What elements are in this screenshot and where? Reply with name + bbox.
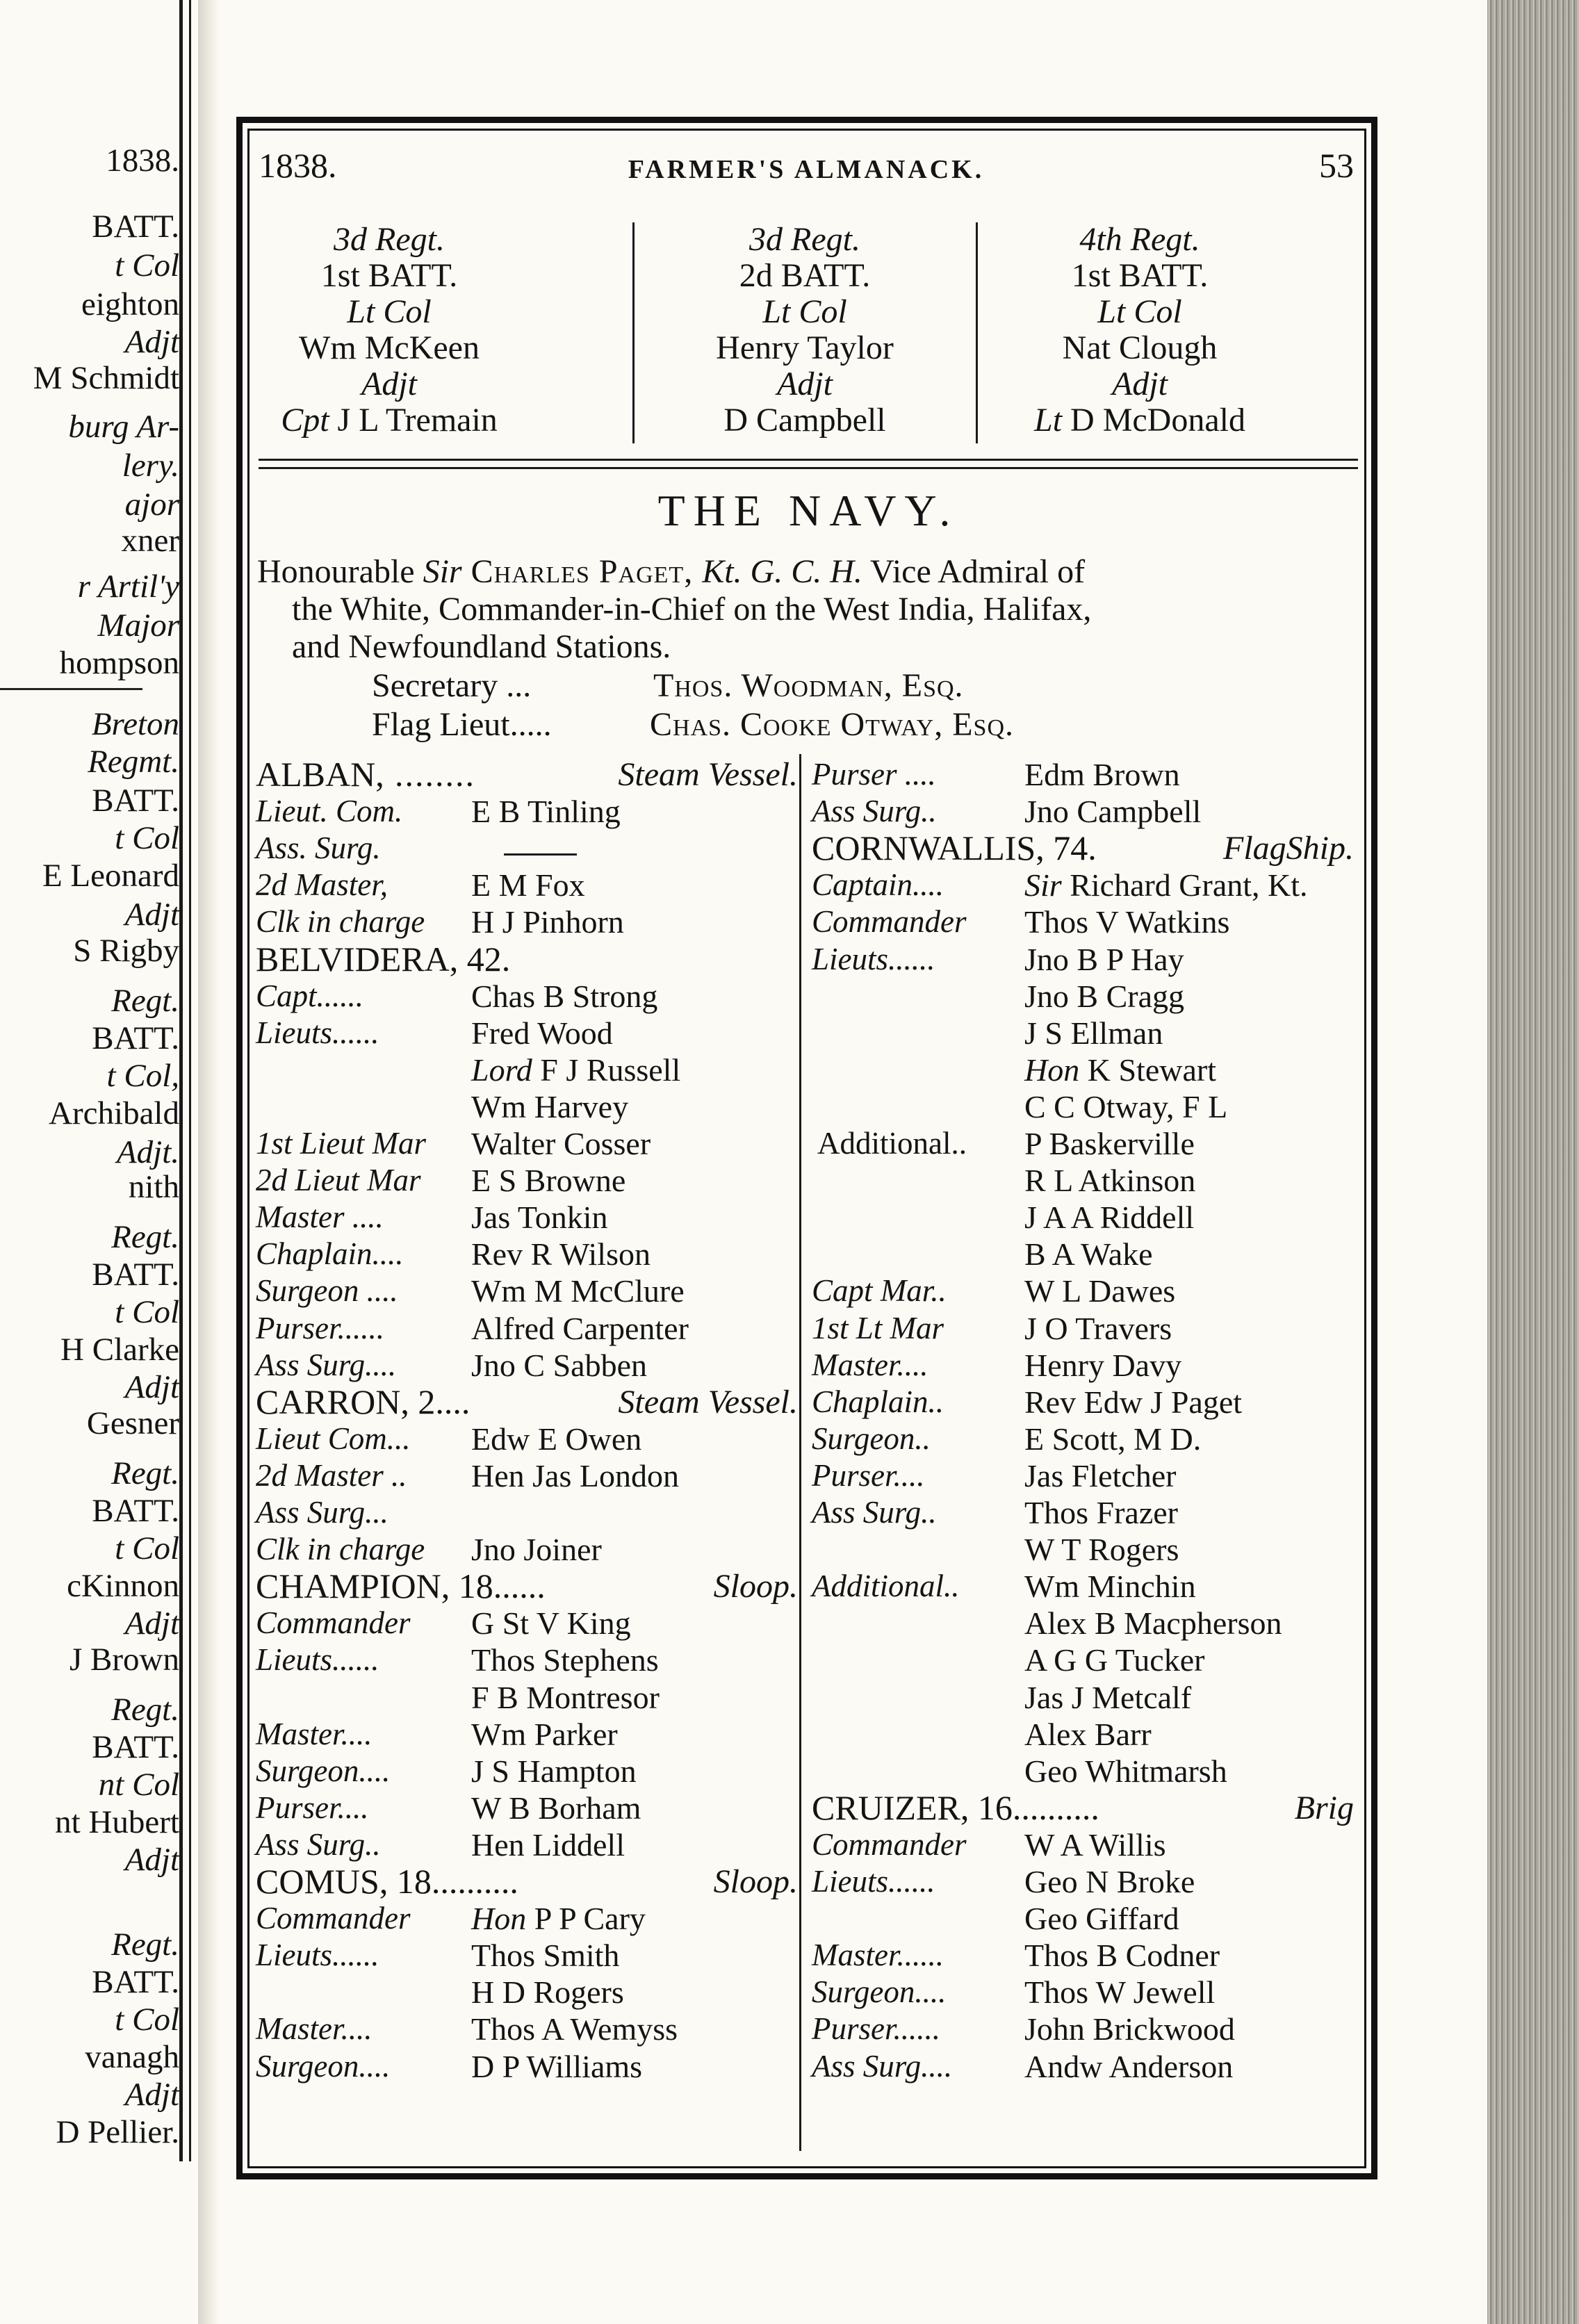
officer-name-text: E Scott, M D. [1024, 1421, 1202, 1457]
officer-role: Purser.... [812, 1458, 925, 1493]
adjt-label: Adjt [1112, 366, 1168, 402]
officer-role: Surgeon.. [812, 1421, 931, 1456]
left-page-line: Adjt [124, 2077, 179, 2113]
left-page-frame [179, 0, 183, 2161]
officer-name-text: F B Montresor [471, 1680, 660, 1715]
officer-role: Captain.... [812, 867, 944, 902]
officer-role: Surgeon .... [256, 1273, 398, 1308]
flag-lieut-label: Flag Lieut..... [372, 706, 552, 743]
officer-name [471, 1900, 646, 1937]
officer-name-text: Walter Cosser [471, 1126, 651, 1161]
officer-name-text: Edm Brown [1024, 757, 1180, 792]
left-page-line: burg Ar- [68, 409, 179, 445]
officer-name [471, 1642, 659, 1678]
officer-role: Ass Surg.... [812, 2049, 953, 2084]
officer-role: Clk in charge [256, 1532, 425, 1566]
left-page-line: eighton [81, 286, 179, 322]
left-page-line: Regt. [111, 1926, 179, 1963]
officer-name-text: Geo Whitmarsh [1024, 1753, 1227, 1789]
officer-name [1024, 941, 1184, 978]
left-page-line: Gesner [86, 1405, 179, 1441]
officer-name-text: B A Wake [1024, 1236, 1153, 1272]
officer-name [1024, 1015, 1163, 1051]
lt-col-name: Wm McKeen [299, 329, 480, 366]
officer-role: Additional.. [817, 1126, 967, 1161]
officer-name [1024, 793, 1201, 830]
section-rule-top [259, 459, 1358, 461]
officer-name [1024, 1642, 1204, 1678]
officer-title: Hon [471, 1901, 527, 1936]
officer-name [471, 1753, 637, 1790]
officer-name-text: J A A Riddell [1024, 1200, 1195, 1235]
officer-role: Additional.. [812, 1569, 960, 1603]
adjt-row [645, 402, 965, 439]
secretary-label: Secretary ... [372, 667, 532, 704]
officer-name [1024, 1716, 1152, 1753]
left-page-line: BATT. [92, 1729, 179, 1765]
officer-role: Ass Surg.. [256, 1827, 381, 1862]
left-page-line: nt Hubert [55, 1804, 179, 1840]
officer-name-text: Jno B P Hay [1024, 942, 1184, 977]
officer-name-text: K Stewart [1087, 1052, 1216, 1088]
officer-name-text: Wm Harvey [471, 1089, 629, 1124]
officer-name [471, 1015, 613, 1051]
left-page-line: t Col [115, 2002, 179, 2038]
officer-role: Master.... [256, 2011, 373, 2046]
officer-name-text: A G G Tucker [1024, 1642, 1205, 1678]
intro-honourable: Honourable [257, 553, 423, 590]
left-page-line: BATT. [92, 1257, 179, 1293]
officer-name [1024, 1863, 1195, 1900]
officer-role: Surgeon.... [256, 1753, 391, 1788]
left-page-line: Adjt. [116, 1134, 179, 1170]
officer-role: Purser...... [256, 1311, 385, 1345]
officer-name [1024, 1051, 1216, 1088]
officer-name [471, 1125, 651, 1162]
officer-name-text: Rev R Wilson [471, 1236, 651, 1272]
left-page-line: Adjt [124, 1842, 179, 1878]
officer-role: Surgeon.... [256, 2049, 391, 2084]
officer-name-text: Thos V Watkins [1024, 904, 1230, 940]
ship-column-divider [799, 754, 801, 2151]
officer-role: Chaplain.. [812, 1384, 944, 1419]
officer-name [471, 1716, 618, 1753]
secretary-name: Thos. Woodman, Esq. [653, 667, 964, 704]
adjt-rank-prefix: Lt [1034, 402, 1063, 439]
lt-col-name: Henry Taylor [716, 329, 894, 366]
officer-role: 2d Master .. [256, 1458, 407, 1493]
battalion-name: 1st BATT. [320, 257, 458, 294]
officer-role: Ass Surg.... [256, 1348, 397, 1382]
ship-name: CHAMPION, 18...... [256, 1566, 546, 1605]
officer-name-text: W A Willis [1024, 1827, 1166, 1863]
lt-col-label: Lt Col [347, 293, 432, 330]
flag-lieut-name: Chas. Cooke Otway, Esq. [650, 706, 1015, 743]
officer-name-text: E M Fox [471, 867, 585, 903]
officer-name [471, 1790, 641, 1826]
left-page-line: Adjt [124, 1369, 179, 1405]
officer-name-text: Jno C Sabben [471, 1348, 647, 1383]
ship-name: COMUS, 18.......... [256, 1862, 518, 1901]
officer-name [471, 1679, 660, 1716]
officer-role: 1st Lieut Mar [256, 1126, 427, 1161]
officer-name-text: J S Hampton [471, 1753, 637, 1789]
officer-name [1024, 1568, 1196, 1605]
adjt-name: J L Tremain [337, 402, 498, 439]
officer-name [471, 1974, 624, 2011]
officer-name-text: H D Rogers [471, 1974, 624, 2010]
left-page-line: r Artil'y [77, 568, 179, 605]
officer-name-text: Wm Parker [471, 1717, 618, 1752]
officer-name-text: Alfred Carpenter [471, 1311, 689, 1346]
officer-name-text: Alex Barr [1024, 1717, 1152, 1752]
ship-name-leader: ........ [395, 755, 475, 794]
left-page-line: BATT. [92, 208, 179, 245]
left-page-line: cKinnon [67, 1568, 179, 1604]
officer-name-text: Geo N Broke [1024, 1864, 1195, 1899]
left-page-line: BATT. [92, 1020, 179, 1056]
previous-page-strip [0, 0, 208, 2324]
navy-intro-line-2: the White, Commander-in-Chief on the West India, Halifax, [292, 591, 1092, 628]
ship-type: Steam Vessel. [618, 1384, 798, 1421]
officer-name-text: W B Borham [471, 1790, 641, 1826]
left-page-line: Adjt [124, 324, 179, 360]
left-page-line: BATT. [92, 1493, 179, 1529]
officer-name [471, 903, 624, 940]
officer-role: Lieuts...... [812, 1864, 935, 1899]
officer-name-text: Jas Fletcher [1024, 1458, 1177, 1494]
officer-role: Lieuts...... [256, 1015, 379, 1050]
officer-name-text: Hen Liddell [471, 1827, 625, 1863]
officer-name [471, 1937, 619, 1974]
officer-role: Master .... [256, 1200, 384, 1234]
lt-col-name: Nat Clough [1062, 329, 1218, 366]
left-page-line: t Col [115, 820, 179, 856]
officer-role: 2d Master, [256, 867, 388, 902]
officer-name [471, 1826, 625, 1863]
officer-role: Commander [812, 1827, 967, 1862]
officer-name [471, 1457, 679, 1494]
battalion-name: 2d BATT. [739, 257, 871, 294]
left-page-line: Regt. [111, 983, 179, 1019]
officer-name-text: Jno Campbell [1024, 794, 1202, 829]
left-page-line: Archibald [49, 1095, 179, 1131]
book-gutter [198, 0, 219, 2324]
officer-name [1024, 756, 1180, 793]
officer-title: Sir [1024, 867, 1062, 903]
officer-role: Lieuts...... [812, 942, 935, 976]
officer-role: Commander [256, 1605, 411, 1640]
officer-name [1024, 1900, 1179, 1937]
ship-type: Sloop. [713, 1863, 798, 1900]
officer-name-text: Alex B Macpherson [1024, 1605, 1282, 1641]
left-page-line: E Leonard [42, 858, 179, 894]
officer-name [471, 1088, 628, 1125]
officer-name-text: D P Williams [471, 2049, 643, 2084]
officer-name [471, 1051, 680, 1088]
officer-role: Lieuts...... [256, 1938, 379, 1972]
officer-name [471, 1236, 651, 1273]
officer-name-text: C C Otway, F L [1024, 1089, 1228, 1124]
alban-short-rule [504, 853, 577, 856]
officer-name-text: P Baskerville [1024, 1126, 1195, 1161]
left-page-line: BATT. [92, 783, 179, 819]
officer-name [1024, 1494, 1178, 1531]
officer-role: Purser.... [256, 1790, 369, 1825]
officer-name [1024, 1679, 1191, 1716]
left-page-line: t Col [115, 1294, 179, 1330]
officer-name-text: Jno B Cragg [1024, 979, 1184, 1014]
left-page-line: H Clarke [60, 1332, 179, 1368]
officer-title: Lord [471, 1052, 532, 1088]
officer-role: Master.... [256, 1717, 373, 1751]
adjt-row [980, 402, 1300, 439]
officer-role: Lieut Com... [256, 1421, 411, 1456]
adjt-label: Adjt [361, 366, 417, 402]
officer-role: Commander [812, 904, 967, 939]
regiment-divider-2 [976, 222, 978, 443]
officer-name [1024, 2048, 1233, 2085]
header-year: 1838. [259, 146, 337, 185]
ship-type: Brig [1294, 1790, 1354, 1826]
officer-role: Commander [256, 1901, 411, 1936]
ship-name: BELVIDERA, 42. [256, 940, 511, 979]
ship-name: ALBAN, [256, 755, 384, 794]
left-page-line: Regt. [111, 1455, 179, 1491]
officer-name [1024, 1310, 1172, 1347]
officer-name-text: Thos Frazer [1024, 1495, 1178, 1530]
officer-role: Clk in charge [256, 904, 425, 939]
header-title: FARMER'S ALMANACK. [628, 155, 985, 184]
officer-name [1024, 1974, 1215, 2011]
officer-name [1024, 1199, 1194, 1236]
adjt-rank-prefix: Cpt [281, 402, 329, 439]
officer-role: Purser...... [812, 2011, 941, 2046]
officer-role: 1st Lt Mar [812, 1311, 944, 1345]
left-page-line: M Schmidt [33, 360, 179, 396]
officer-name-text: Chas B Strong [471, 979, 658, 1014]
officer-name-text: J O Travers [1024, 1311, 1172, 1346]
officer-name [471, 1421, 641, 1457]
left-page-line: vanagh [85, 2039, 179, 2075]
officer-role: Lieuts...... [256, 1642, 379, 1677]
left-page-line: t Col, [106, 1058, 179, 1094]
officer-name-text: R L Atkinson [1024, 1163, 1196, 1198]
lt-col-label: Lt Col [1097, 293, 1182, 330]
officer-name-text: Thos A Wemyss [471, 2011, 678, 2047]
officer-name [1024, 1605, 1282, 1642]
left-page-line: Major [97, 607, 179, 644]
ship-type: Steam Vessel. [618, 756, 798, 793]
adjt-name: D McDonald [1070, 402, 1245, 439]
officer-name-text: Thos Stephens [471, 1642, 659, 1678]
left-page-line: D Pellier. [56, 2114, 179, 2150]
lt-col-label: Lt Col [762, 293, 847, 330]
officer-name-text: F J Russell [540, 1052, 681, 1088]
officer-role: Capt Mar.. [812, 1273, 947, 1308]
officer-name-text: Thos Smith [471, 1938, 620, 1973]
officer-name-text: Wm Minchin [1024, 1569, 1196, 1604]
officer-name [471, 978, 657, 1015]
left-page-rule [0, 688, 142, 690]
officer-name-text: Wm M McClure [471, 1273, 685, 1309]
officer-name-text: Hen Jas London [471, 1458, 679, 1494]
officer-name [471, 793, 621, 830]
officer-role: 2d Lieut Mar [256, 1163, 421, 1197]
navy-intro-line-3: and Newfoundland Stations. [292, 628, 671, 665]
officer-name-text: E B Tinling [471, 794, 621, 829]
officer-name [1024, 1457, 1176, 1494]
officer-name [471, 1531, 602, 1568]
officer-name-text: Fred Wood [471, 1015, 613, 1051]
intro-rank: Vice Admiral of [862, 553, 1086, 590]
left-page-line: Regt. [111, 1219, 179, 1255]
regiment-name: 3d Regt. [749, 221, 860, 258]
left-page-line: t Col [115, 247, 179, 284]
regiment-name: 4th Regt. [1079, 221, 1200, 258]
officer-title: Hon [1024, 1052, 1080, 1088]
officer-name-text: Geo Giffard [1024, 1901, 1179, 1936]
battalion-name: 1st BATT. [1071, 257, 1209, 294]
left-page-line: hompson [59, 645, 179, 681]
adjt-name: D Campbell [723, 402, 886, 439]
adjt-label: Adjt [777, 366, 833, 402]
officer-name [1024, 1384, 1242, 1421]
ship-type: Sloop. [713, 1568, 798, 1605]
officer-role: Ass Surg.. [812, 1495, 937, 1530]
officer-name-text: Jas Tonkin [471, 1200, 608, 1235]
left-page-line: Regt. [111, 1692, 179, 1728]
officer-role: Master.... [812, 1348, 928, 1382]
officer-name [471, 1310, 689, 1347]
officer-name [471, 1605, 631, 1642]
officer-name-text: Thos W Jewell [1024, 1974, 1216, 2010]
left-page-line: S Rigby [73, 933, 179, 969]
left-page-line: nith [128, 1169, 179, 1205]
left-page-line: xner [121, 523, 179, 559]
officer-name [1024, 1347, 1181, 1384]
ship-name: CORNWALLIS, 74. [812, 828, 1097, 867]
officer-name [471, 2011, 678, 2047]
officer-name-text: Henry Davy [1024, 1348, 1182, 1383]
left-page-line: lery. [122, 448, 179, 484]
officer-name-text: Richard Grant, Kt. [1070, 867, 1308, 903]
left-page-line: Breton [91, 706, 179, 742]
officer-role: Chaplain.... [256, 1236, 404, 1271]
left-page-line: BATT. [92, 1964, 179, 2000]
officer-role: Ass Surg.. [812, 794, 937, 828]
officer-name-text: J S Ellman [1024, 1015, 1163, 1051]
officer-role: Purser .... [812, 757, 936, 792]
intro-honours: Kt. G. C. H. [702, 553, 862, 590]
officer-name [1024, 1088, 1227, 1125]
officer-name-text: Jno Joiner [471, 1532, 602, 1567]
left-page-line: nt Col [98, 1767, 179, 1803]
officer-role: Surgeon.... [812, 1974, 947, 2009]
ship-type: FlagShip. [1223, 830, 1354, 867]
officer-name [1024, 903, 1229, 940]
officer-role: Lieut. Com. [256, 794, 403, 828]
officer-name-text: P P Cary [534, 1901, 646, 1936]
left-page-line: J Brown [69, 1642, 179, 1678]
officer-name [1024, 2011, 1235, 2047]
intro-sir: Sir [423, 553, 462, 590]
page-stack-edge [1487, 0, 1579, 2324]
officer-role: Master...... [812, 1938, 944, 1972]
left-page-line: Adjt [124, 897, 179, 933]
officer-name [471, 1162, 625, 1199]
officer-role: Ass Surg... [256, 1495, 388, 1530]
left-page-line: Adjt [124, 1605, 179, 1642]
officer-name [471, 1347, 647, 1384]
officer-role: Ass. Surg. [256, 830, 381, 865]
left-page-line: t Col [115, 1530, 179, 1566]
officer-name [1024, 978, 1184, 1015]
officer-name [1024, 1826, 1166, 1863]
officer-name [1024, 1937, 1220, 1974]
regiment-name: 3d Regt. [334, 221, 445, 258]
officer-name-text: W L Dawes [1024, 1273, 1176, 1309]
officer-name-text: G St V King [471, 1605, 631, 1641]
navy-intro-line-1 [257, 553, 1085, 590]
officer-role: Capt...... [256, 979, 364, 1013]
officer-name-text: Jas J Metcalf [1024, 1680, 1192, 1715]
officer-name [1024, 1753, 1227, 1790]
officer-name [471, 1273, 685, 1309]
left-page-frame-inner [189, 0, 191, 2161]
navy-heading: THE NAVY. [657, 486, 959, 535]
officer-name-text: Andw Anderson [1024, 2049, 1234, 2084]
officer-name [471, 2048, 642, 2085]
officer-name-text: John Brickwood [1024, 2011, 1235, 2047]
section-rule-bottom [259, 467, 1358, 469]
officer-name [1024, 1236, 1153, 1273]
left-page-year: 1838. [106, 142, 179, 179]
officer-name [1024, 1531, 1179, 1568]
officer-name [1024, 1421, 1201, 1457]
page-number: 53 [1319, 146, 1354, 185]
officer-name [471, 867, 585, 903]
officer-name-text: E S Browne [471, 1163, 626, 1198]
intro-admiral-name: Charles Paget, [461, 553, 703, 590]
officer-name [1024, 1125, 1195, 1162]
officer-name-text: W T Rogers [1024, 1532, 1179, 1567]
adjt-row [229, 402, 549, 439]
officer-name [1024, 1162, 1195, 1199]
left-page-line: ajor [124, 486, 179, 523]
ship-name: CRUIZER, 16.......... [812, 1788, 1099, 1827]
officer-name-text: Edw E Owen [471, 1421, 642, 1457]
regiment-divider-1 [632, 222, 635, 443]
officer-name [1024, 867, 1308, 903]
ship-name: CARRON, 2.... [256, 1382, 471, 1421]
officer-name-text: Thos B Codner [1024, 1938, 1220, 1973]
officer-name-text: H J Pinhorn [471, 904, 624, 940]
left-page-line: Regmt. [88, 744, 179, 780]
officer-name [471, 1199, 608, 1236]
officer-name [1024, 1273, 1175, 1309]
officer-name-text: Rev Edw J Paget [1024, 1384, 1243, 1420]
